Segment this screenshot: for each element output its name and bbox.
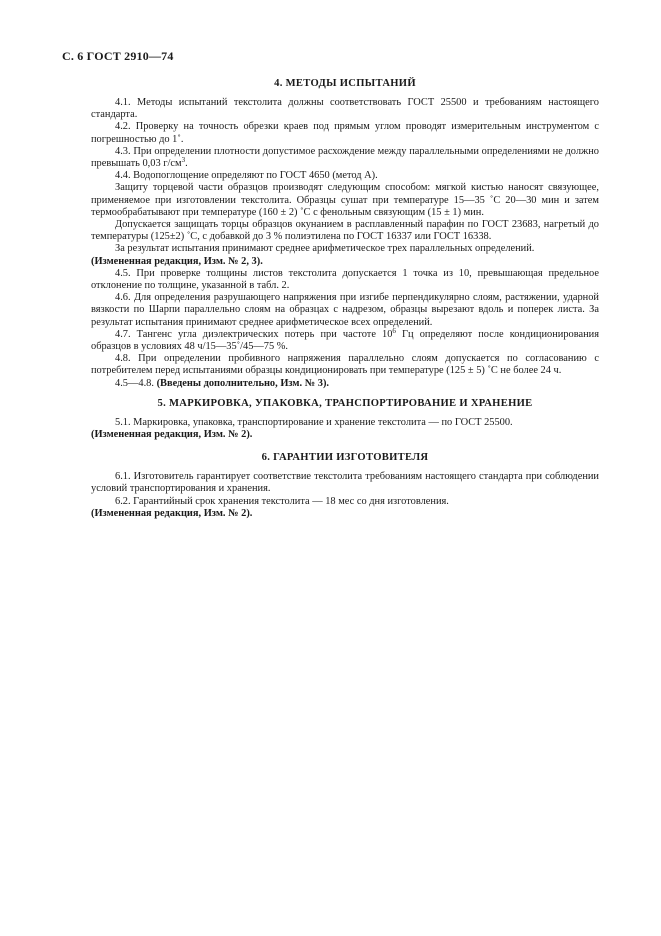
clause-range: 4.5—4.8. bbox=[115, 377, 157, 389]
paragraph-4-3 bbox=[91, 146, 599, 170]
superscript-frequency-exponent: 6 bbox=[392, 326, 396, 335]
paragraph-4-3-text: 4.3. При определении плотности допустимое расхождение между параллельными определениями не должно превышать 0,03 г/см bbox=[91, 145, 599, 170]
amendment-note-6-2: (Измененная редакция, Изм. № 2). bbox=[91, 507, 253, 519]
paragraph-4-8: 4.8. При определении пробивного напряжения параллельно слоям допускается по согласованию с потребителем перед испытаниями образцы кондиционировать при температуре (125 ± 5) ˚С не более 24 ч. bbox=[91, 353, 599, 377]
paragraph-5-1: 5.1. Маркировка, упаковка, транспортирование и хранение текстолита — по ГОСТ 25500. bbox=[115, 416, 513, 428]
paragraph-4-7 bbox=[91, 326, 599, 353]
paragraph-4-4-result: За результат испытания принимают среднее арифметическое трех параллельных определений. bbox=[115, 243, 535, 255]
page-header: С. 6 ГОСТ 2910—74 bbox=[62, 49, 174, 63]
superscript-cubic: 3 bbox=[181, 156, 186, 165]
paragraph-4-2: 4.2. Проверку на точность обрезки краев под прямым углом проводят измерительным инструментом с погрешностью до 1˚. bbox=[91, 121, 599, 145]
amendment-note-4-5-4-8: (Введены дополнительно, Изм. № 3). bbox=[156, 377, 329, 389]
paragraph-4-1: 4.1. Методы испытаний текстолита должны соответствовать ГОСТ 25500 и требованиям настоящего стандарта. bbox=[91, 97, 599, 121]
paragraph-4-4: 4.4. Водопоглощение определяют по ГОСТ 4650 (метод А). bbox=[115, 170, 378, 182]
amendment-note-4-4: (Измененная редакция, Изм. № 2, 3). bbox=[91, 255, 263, 267]
paragraph-4-4-paraffin: Допускается защищать торцы образцов окунанием в расплавленный парафин по ГОСТ 23683, нагретый до температуры (125±2) ˚С, с добавкой до 3 % полиэтилена по ГОСТ 16337 или ГОСТ 16338. bbox=[91, 219, 599, 243]
section-4-title: 4. МЕТОДЫ ИСПЫТАНИЙ bbox=[274, 78, 416, 89]
paragraph-6-1: 6.1. Изготовитель гарантирует соответствие текстолита требованиям настоящего стандарта при соблюдении условий транспортирования и хранения. bbox=[91, 471, 599, 495]
paragraph-6-2: 6.2. Гарантийный срок хранения текстолита — 18 мес со дня изготовления. bbox=[115, 495, 449, 507]
amendment-note-5-1: (Измененная редакция, Изм. № 2). bbox=[91, 429, 253, 441]
paragraph-4-5-4-8-note bbox=[91, 378, 599, 390]
paragraph-4-7-text-a: 4.7. Тангенс угла диэлектрических потерь при частоте 10 bbox=[115, 328, 393, 340]
paragraph-4-3-end: . bbox=[185, 158, 188, 170]
document-body bbox=[91, 77, 599, 520]
paragraph-4-6: 4.6. Для определения разрушающего напряжения при изгибе перпендикулярно слоям, растяжении, ударной вязкости по Шарпи параллельно слоям на образцах с надрезом, образцы вырезают вдоль и поперек листа. За результат испытания принимают среднее арифметическое всех определений. bbox=[91, 292, 599, 328]
paragraph-4-7-text-b: Гц определяют после кондиционирования образцов в условиях 48 ч/15—35˚/45—75 %. bbox=[91, 328, 599, 353]
section-6-title: 6. ГАРАНТИИ ИЗГОТОВИТЕЛЯ bbox=[261, 452, 429, 464]
paragraph-4-5: 4.5. При проверке толщины листов текстолита допускается 1 точка из 10, превышающая предельное отклонение по толщине, указанной в табл. 2. bbox=[91, 267, 599, 292]
section-5-title: 5. МАРКИРОВКА, УПАКОВКА, ТРАНСПОРТИРОВАНИЕ И ХРАНЕНИЕ bbox=[157, 397, 533, 409]
paragraph-4-4-protection: Защиту торцевой части образцов производят следующим способом: мягкой кистью наносят связующее, применяемое при изготовлении текстолита. Образцы сушат при температуре 15—35 ˚С 20—30 мин и затем термообрабатывают при температуре (160 ± 2) ˚С с фенольным связующим (15 ± 1) мин. bbox=[91, 182, 599, 218]
